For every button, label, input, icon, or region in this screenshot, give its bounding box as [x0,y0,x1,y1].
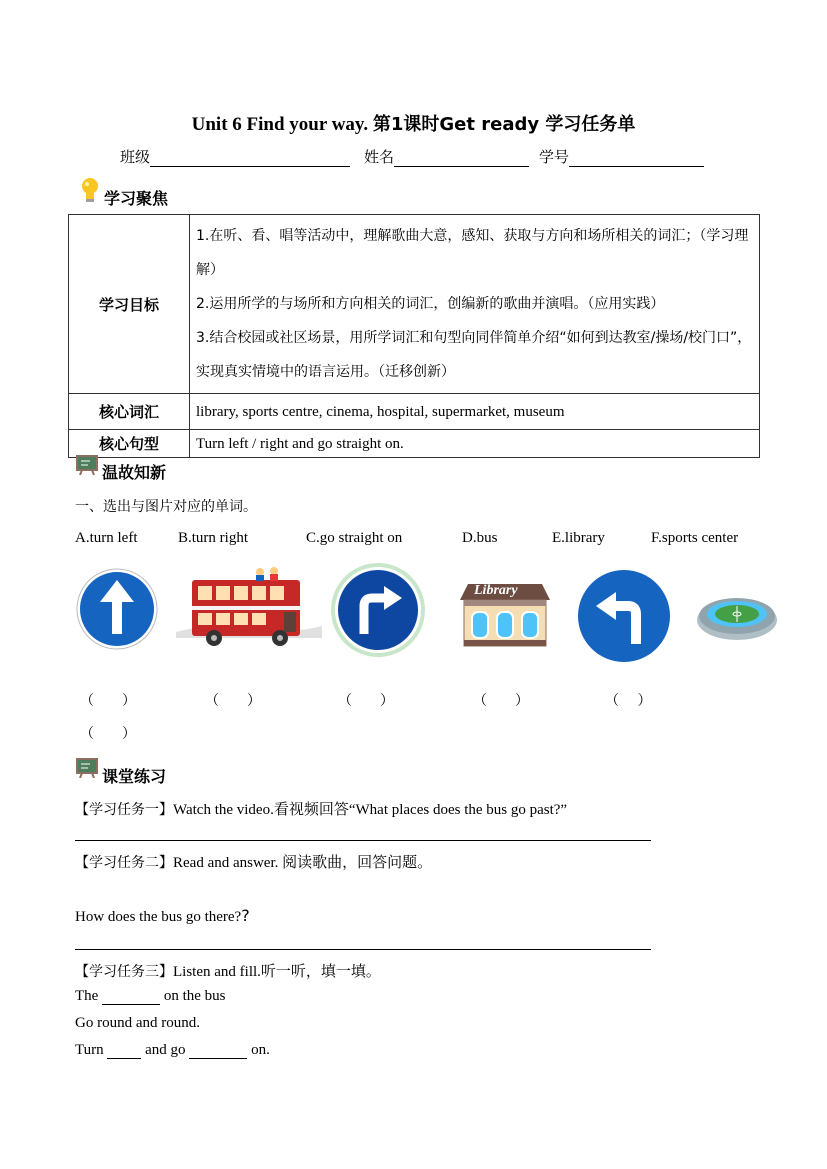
answer-paren-3[interactable]: （ ） [338,693,394,709]
answer-paren-4[interactable]: （ ） [473,693,529,709]
task-2-answer-line[interactable] [75,949,651,950]
id-field[interactable] [539,146,704,167]
task-1-label: 【学习任务一】 [75,802,173,818]
goal-item-2: 2.运用所学的与场所和方向相关的词汇，创编新的歌曲并演唱。（应用实践） [196,296,665,312]
task-1 [75,798,567,819]
class-field[interactable] [120,146,350,167]
goal-item-3: 3.结合校园或社区场景，用所学词汇和句型向同伴简单介绍“如何到达教室/操场/校门口”，实现真实情境中的语言运用。（迁移创新） [196,330,752,380]
task-2-question-mark: ? [241,906,250,925]
vocab-content: library, sports centre, cinema, hospital, supermarket, museum [190,394,760,430]
option-e: E.library [552,530,605,546]
task-2-text: Read and answer. 阅读歌曲，回答问题。 [173,855,433,871]
song-line-3-start: Turn [75,1042,104,1058]
song-line-3-end: on. [251,1042,270,1058]
task-2-label: 【学习任务二】 [75,855,173,871]
goals-table [68,214,760,458]
goals-header: 学习目标 [69,215,190,394]
exercise1-instruction: 一、选出与图片对应的单词。 [75,499,257,515]
double-decker-bus-icon [174,566,324,648]
task-2-question-text: How does the bus go there? [75,909,242,925]
option-c: C.go straight on [306,530,403,546]
answer-paren-2[interactable]: （ ） [205,693,261,709]
title-cn: 第1课时Get ready 学习任务单 [372,114,636,135]
section-focus: 学习聚焦 [104,189,169,208]
task-3 [75,960,381,981]
option-f: F.sports center [651,530,739,546]
blank-3[interactable] [189,1044,247,1059]
task-3-text: Listen and fill.听一听，填一填。 [173,964,381,980]
song-line-1 [75,988,226,1005]
answer-paren-6[interactable]: （ ） [80,726,136,742]
lightbulb-icon [80,176,100,204]
section-review: 温故知新 [102,463,167,482]
library-sign-text: Library [474,583,518,598]
song-line-1-end: on the bus [163,988,226,1004]
straight-arrow-sign-icon [76,568,158,650]
pattern-header: 核心句型 [69,430,190,458]
answer-paren-5[interactable]: （ ） [605,693,652,709]
blank-1[interactable] [102,990,160,1005]
blank-2[interactable] [107,1044,141,1059]
blackboard-icon [76,455,98,475]
stadium-icon [694,586,780,646]
task-2 [75,851,432,872]
task-1-text: Watch the video.看视频回答“What places does the bus go past?” [173,802,568,818]
task-3-label: 【学习任务三】 [75,964,173,980]
option-d: D.bus [462,530,498,546]
turn-left-sign-icon [574,566,674,666]
option-b: B.turn right [178,530,248,546]
section-practice: 课堂练习 [102,767,167,786]
task-2-question [75,906,250,926]
pattern-content: Turn left / right and go straight on. [190,430,760,458]
class-label: 班级 [120,148,151,166]
answer-paren-1[interactable]: （ ） [80,693,136,709]
goals-content [190,215,760,394]
name-field[interactable] [364,146,529,167]
goal-item-1: 1.在听、看、唱等活动中，理解歌曲大意，感知、获取与方向和场所相关的词汇；（学习理解） [196,228,749,278]
blackboard-icon [76,758,98,778]
song-line-3 [75,1042,270,1059]
song-line-1-start: The [75,988,99,1004]
vocab-header: 核心词汇 [69,394,190,430]
song-line-3-mid: and go [145,1042,186,1058]
id-label: 学号 [539,148,570,166]
option-a: A.turn left [75,530,138,546]
task-1-answer-line[interactable] [75,840,651,841]
page-title [0,110,827,136]
song-line-2: Go round and round. [75,1015,200,1031]
title-en: Unit 6 Find your way. [191,114,369,135]
name-label: 姓名 [364,148,395,166]
turn-right-sign-icon [330,562,426,658]
